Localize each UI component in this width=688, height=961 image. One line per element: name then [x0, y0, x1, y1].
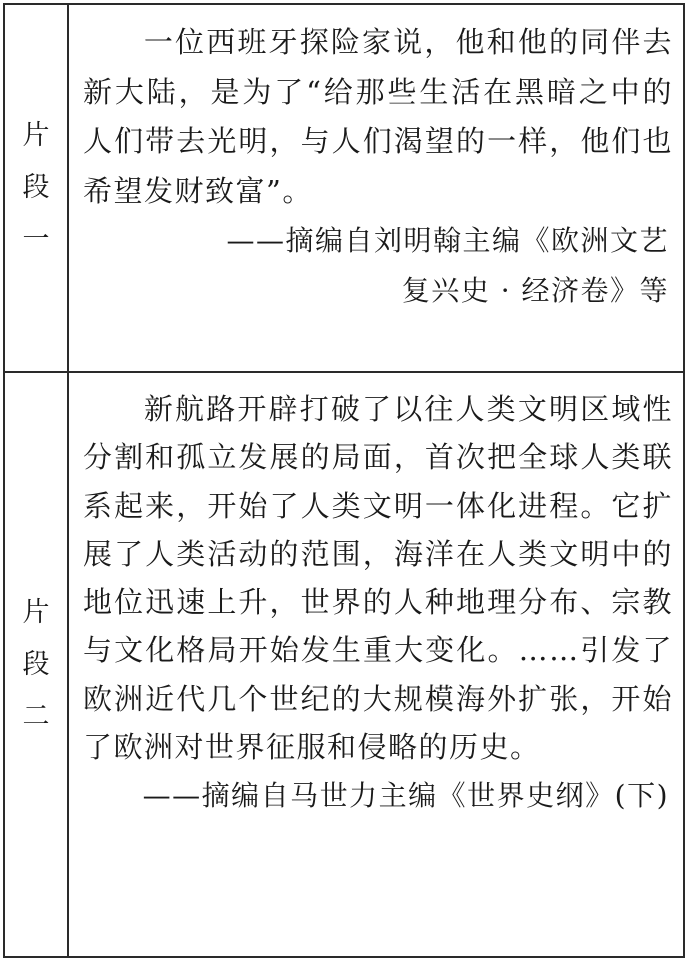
fragment-label-cell-1 [4, 4, 68, 372]
fragment-paragraph: 一位西班牙探险家说，他和他的同伴去新大陆，是为了“给那些生活在黑暗之中的人们带去光明，与人们渴望的一样，他们也希望发财致富”。 [83, 25, 673, 208]
fragment-label-char: 二 [22, 700, 50, 732]
fragment-label-char: 片 [22, 596, 50, 628]
fragment-paragraph: 新航路开辟打破了以往人类文明区域性分割和孤立发展的局面，首次把全球人类联系起来，开始了人类文明一体化进程。它扩展了人类活动的范围，海洋在人类文明中的地位迅速上升，世界的人种地理分布、宗教与文化格局开始发生重大变化。……引发了欧洲近代几个世纪的大规模海外扩张，开始了欧洲对世界征服和侵略的历史。 [83, 392, 673, 765]
fragment-content-cell-1 [68, 4, 684, 372]
fragment-label-2 [5, 587, 67, 743]
fragment-row-2 [4, 372, 684, 957]
fragment-label-char: 片 [22, 120, 50, 151]
source-line: ——摘编自刘明翰主编《欧洲文艺 [226, 224, 669, 257]
fragment-row-1 [4, 4, 684, 372]
fragment-content-cell-2 [68, 372, 684, 957]
fragment-source-1 [69, 216, 683, 316]
fragment-text-2 [69, 373, 683, 771]
fragments-table [3, 3, 685, 958]
fragment-source-2 [69, 771, 683, 821]
fragment-label-cell-2 [4, 372, 68, 957]
fragment-label-char: 段 [22, 648, 50, 680]
fragment-label-1 [5, 110, 67, 266]
source-line: 复兴史 · 经济卷》等 [401, 274, 669, 307]
fragment-label-char: 段 [22, 172, 50, 203]
source-line: ——摘编自马世力主编《世界史纲》(下) [142, 779, 669, 813]
fragment-label-char: 一 [22, 224, 50, 255]
fragment-text-1 [69, 5, 683, 216]
